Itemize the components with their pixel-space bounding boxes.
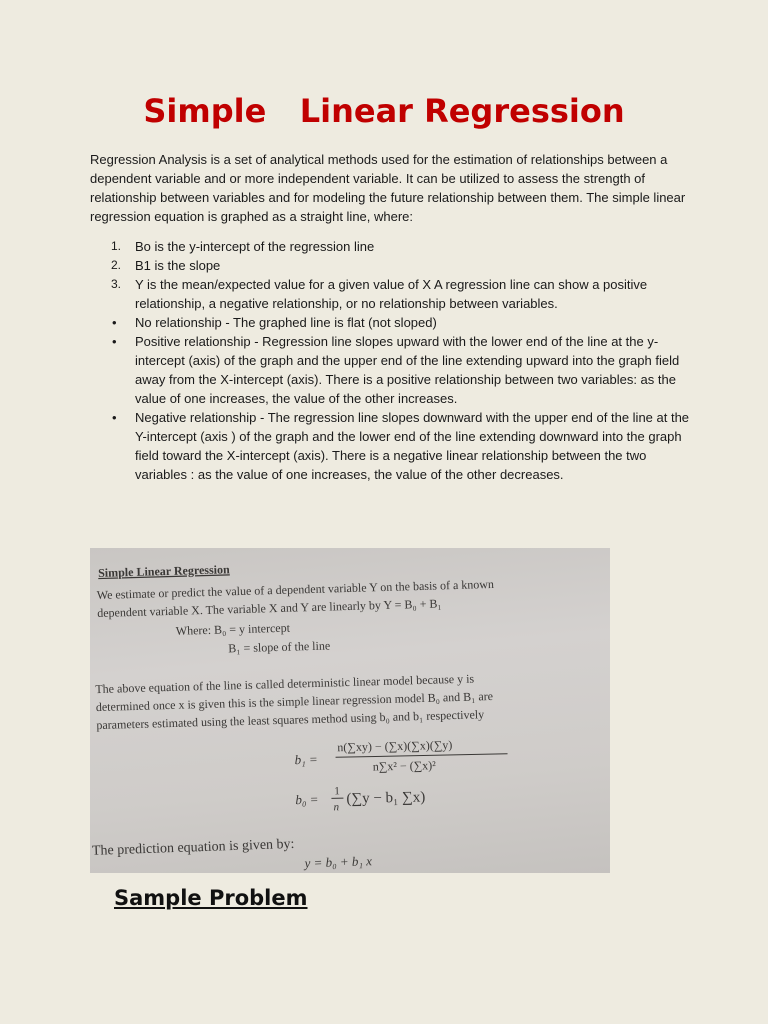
page-title: Simple Linear Regression: [143, 92, 625, 130]
list-item-text: Y is the mean/expected value for a given value of X A regression line can show a positive relationship, a negative relationship, or no relationship between variables.: [135, 277, 648, 311]
formula-b1-denominator: n∑x² − (∑x)²: [372, 758, 436, 774]
photo-text-line: determined once x is given this is the simple linear regression model B₀ and B₁ are: [95, 689, 494, 715]
list-item: [90, 313, 690, 332]
list-item-text: Negative relationship - The regression line slopes downward with the upper end of the line at the Y-intercept (axis ) of the graph and the lower end of the line extending downward into the graph field toward the X-intercept (axis). There is a negative linear relationship between the two variables : as the value of one increases, the value of the other decreases.: [135, 410, 690, 482]
list-item: [90, 275, 690, 313]
photo-prediction-line: The prediction equation is given by:: [91, 836, 295, 859]
list-item-text: No relationship - The graphed line is flat (not sloped): [135, 315, 437, 330]
intro-paragraph: Regression Analysis is a set of analytical methods used for the estimation of relationships between a dependent variable and or more independent variable. It can be utilized to assess the strength of relationship between variables and for modeling the future relationship between them. The simple linear regression equation is graphed as a straight line, where:: [90, 152, 686, 224]
photo-text-line: dependent variable X. The variable X and Y are linearly by Y = B₀ + B₁: [97, 596, 442, 621]
formula-b0-fraction-num: 1: [334, 785, 340, 798]
photo-text-line: parameters estimated using the least squares method using b₀ and b₁ respectively: [96, 707, 485, 733]
formula-b0-rhs: (∑y − b₁ ∑x): [346, 789, 426, 808]
textbook-photo: [90, 548, 610, 873]
bullet-icon: •: [112, 410, 117, 425]
fraction-bar: [336, 754, 508, 758]
textbook-photo-content: [90, 548, 610, 873]
list-marker: 2.: [111, 258, 122, 272]
list-marker: 1.: [111, 239, 122, 253]
formula-b0-fraction-den: n: [333, 801, 340, 814]
list-item-text: Bo is the y-intercept of the regression line: [135, 239, 375, 254]
list-item-text: Positive relationship - Regression line slopes upward with the lower end of the line at the y-intercept (axis) of the graph and the upper end of the line extending upward into the graph field away from the X-intercept (axis). There is a positive relationship between two variables: as the value of one increases, the value of the other increases.: [135, 334, 680, 406]
list-item-text: B1 is the slope: [135, 258, 221, 273]
photo-where-line: Where: B₀ = y intercept: [175, 620, 291, 638]
list-marker: 3.: [111, 277, 122, 291]
photo-text-line: We estimate or predict the value of a dependent variable Y on the basis of a known: [96, 576, 495, 603]
list-item: [90, 256, 690, 275]
list-item: [90, 237, 690, 256]
list-item: [90, 408, 690, 484]
formula-b1-numerator: n(∑xy) − (∑x)(∑x)(∑y): [337, 737, 453, 755]
list-item: [90, 332, 690, 408]
bullet-icon: •: [112, 334, 117, 349]
bullet-icon: •: [112, 315, 117, 330]
photo-where-line: B₁ = slope of the line: [228, 638, 331, 656]
section-heading: Sample Problem: [114, 886, 308, 910]
formula-b1-lhs: b₁ =: [294, 751, 318, 768]
formula-prediction: y = b₀ + b₁ x: [304, 853, 373, 871]
formula-b0-lhs: b₀ =: [295, 791, 319, 808]
photo-text-line: The above equation of the line is called deterministic linear model because y is: [95, 671, 475, 697]
photo-heading: Simple Linear Regression: [97, 562, 230, 580]
definition-list: [90, 237, 690, 484]
